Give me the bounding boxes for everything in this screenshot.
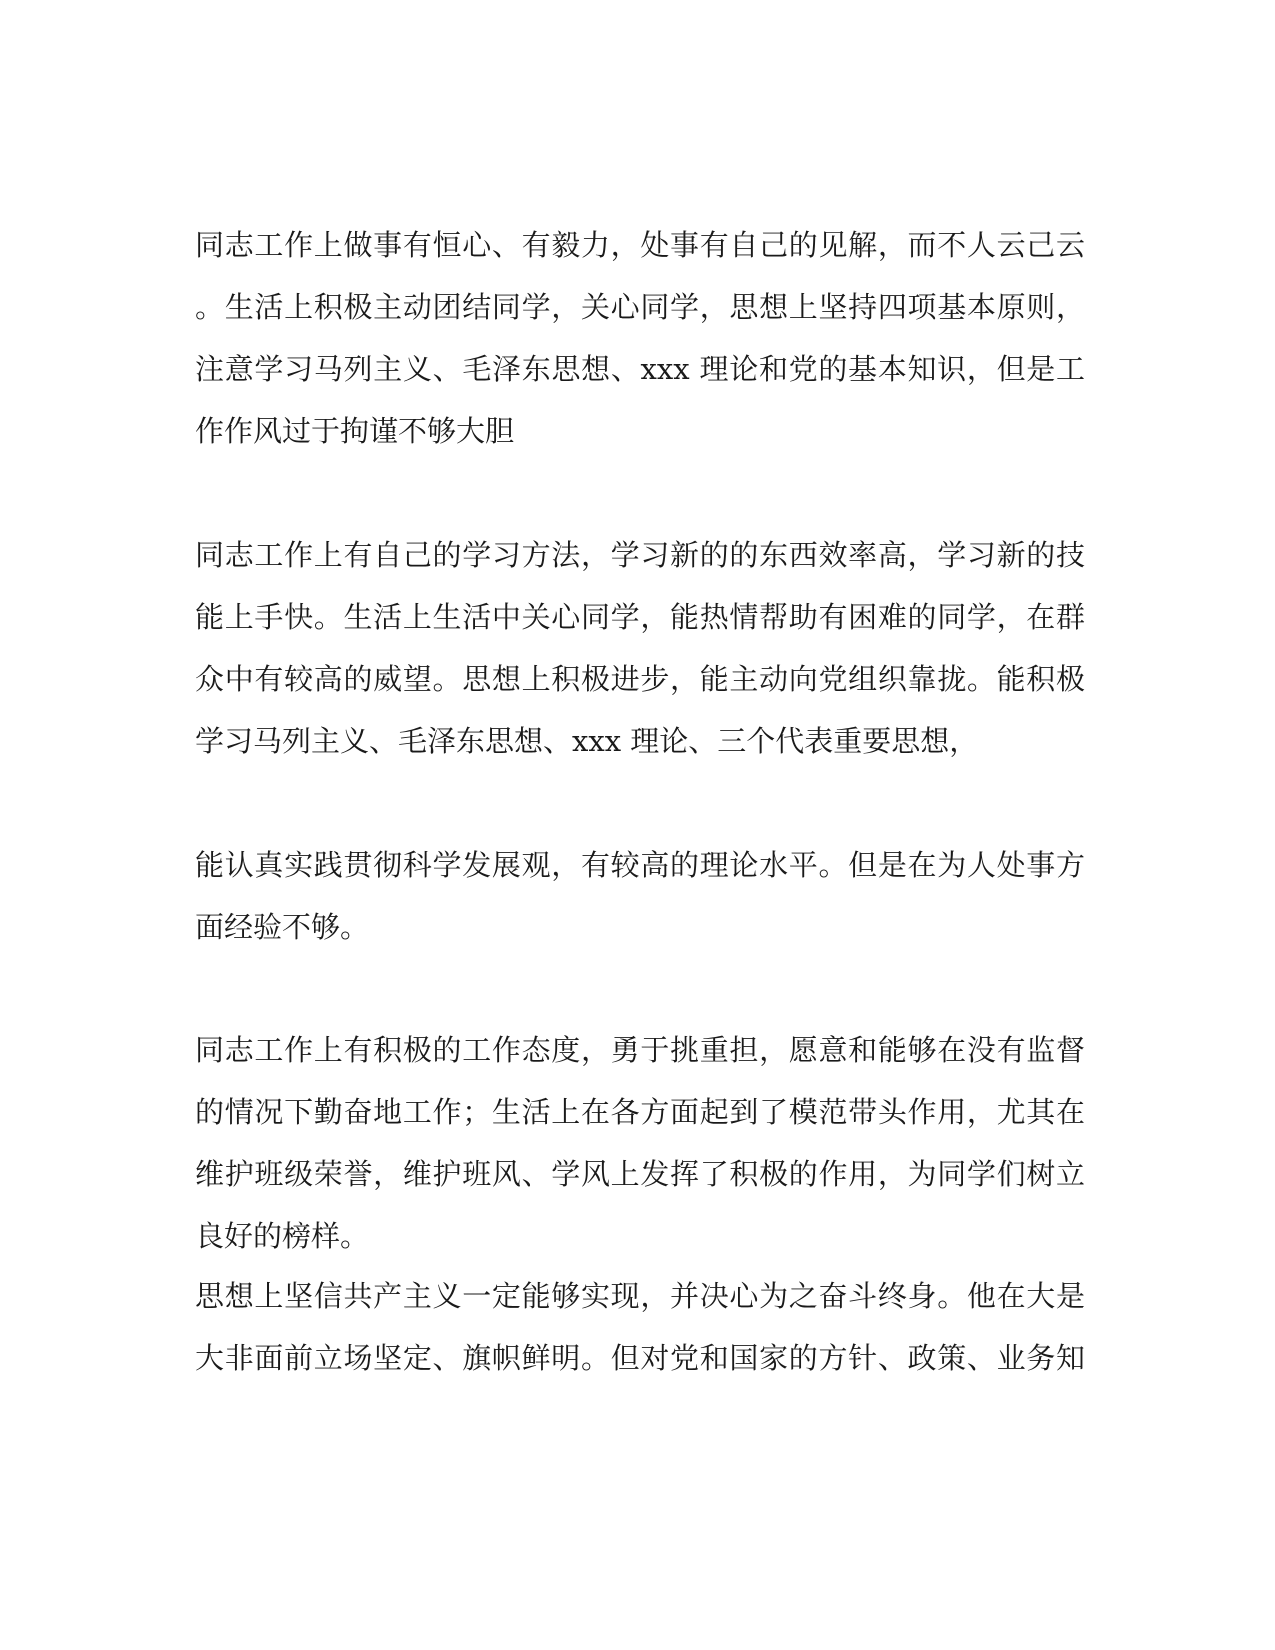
paragraph-1-line-2: 。生活上积极主动团结同学，关心同学，思想上坚持四项基本原则，	[195, 290, 1085, 324]
paragraph-4-line-4: 良好的榜样。	[195, 1219, 370, 1253]
paragraph-3-line-1: 能认真实践贯彻科学发展观，有较高的理论水平。但是在为人处事方	[195, 848, 1085, 882]
paragraph-2-line-4: 学习马列主义、毛泽东思想、xxx 理论、三个代表重要思想，	[195, 724, 979, 758]
paragraph-2-line-1: 同志工作上有自己的学习方法，学习新的的东西效率高，学习新的技	[195, 538, 1085, 572]
paragraph-4-line-1: 同志工作上有积极的工作态度，勇于挑重担，愿意和能够在没有监督	[195, 1033, 1085, 1067]
paragraph-2-line-3: 众中有较高的威望。思想上积极进步，能主动向党组织靠拢。能积极	[195, 662, 1085, 696]
paragraph-4-line-3: 维护班级荣誉，维护班风、学风上发挥了积极的作用，为同学们树立	[195, 1157, 1085, 1191]
paragraph-5-line-2: 大非面前立场坚定、旗帜鲜明。但对党和国家的方针、政策、业务知	[195, 1341, 1085, 1375]
paragraph-5-line-1: 思想上坚信共产主义一定能够实现，并决心为之奋斗终身。他在大是	[195, 1279, 1085, 1313]
paragraph-4-line-2: 的情况下勤奋地工作；生活上在各方面起到了模范带头作用，尤其在	[195, 1095, 1085, 1129]
paragraph-1-line-3: 注意学习马列主义、毛泽东思想、xxx 理论和党的基本知识，但是工	[195, 352, 1085, 386]
paragraph-1-line-1: 同志工作上做事有恒心、有毅力，处事有自己的见解，而不人云己云	[195, 228, 1085, 262]
paragraph-3-line-2: 面经验不够。	[195, 910, 370, 944]
paragraph-1-line-4: 作作风过于拘谨不够大胆	[195, 414, 515, 448]
paragraph-2-line-2: 能上手快。生活上生活中关心同学，能热情帮助有困难的同学，在群	[195, 600, 1085, 634]
